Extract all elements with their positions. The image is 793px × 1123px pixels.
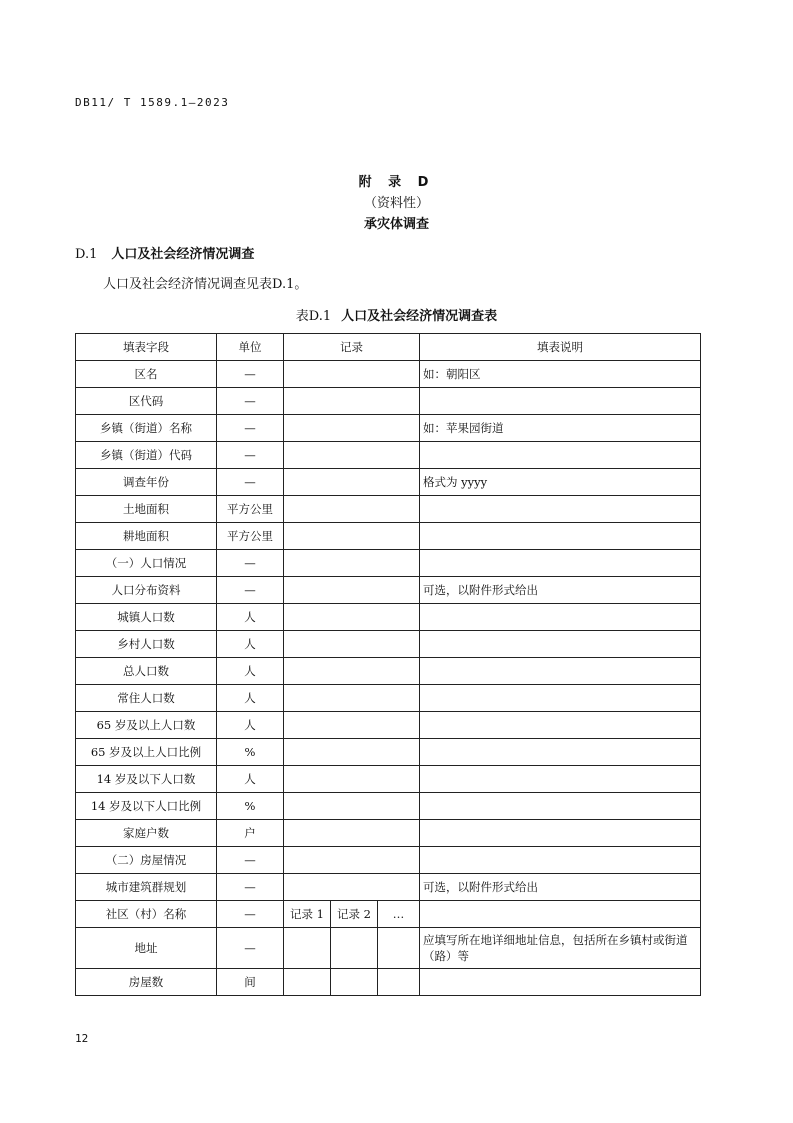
header-record: 记录 bbox=[284, 334, 420, 361]
row-field: 城市建筑群规划 bbox=[76, 874, 217, 901]
row-note: 可选，以附件形式给出 bbox=[420, 874, 701, 901]
table-row bbox=[76, 739, 701, 766]
row-unit: — bbox=[217, 847, 284, 874]
row-record bbox=[284, 820, 420, 847]
header-field: 填表字段 bbox=[76, 334, 217, 361]
row-note bbox=[420, 847, 701, 874]
row-field: 65 岁及以上人口数 bbox=[76, 712, 217, 739]
row-unit: — bbox=[217, 928, 284, 969]
row-note bbox=[420, 631, 701, 658]
table-row bbox=[76, 928, 701, 969]
appendix-name: 承灾体调查 bbox=[363, 217, 429, 232]
table-row bbox=[76, 712, 701, 739]
page-number: 12 bbox=[75, 1032, 89, 1045]
row-unit: 平方公里 bbox=[217, 523, 284, 550]
row-unit: 间 bbox=[217, 969, 284, 996]
section-heading bbox=[75, 243, 254, 262]
body-paragraph: 人口及社会经济情况调查见表D.1。 bbox=[103, 277, 308, 292]
row-unit: — bbox=[217, 550, 284, 577]
row-note: 格式为 yyyy bbox=[420, 469, 701, 496]
table-caption bbox=[0, 305, 793, 324]
row-record bbox=[284, 604, 420, 631]
row-unit: — bbox=[217, 874, 284, 901]
section-title: 人口及社会经济情况调查 bbox=[111, 247, 255, 262]
row-record bbox=[284, 550, 420, 577]
row-record bbox=[284, 415, 420, 442]
survey-table bbox=[75, 333, 701, 996]
table-row bbox=[76, 901, 701, 928]
row-record-2: 记录 2 bbox=[331, 901, 378, 928]
row-record-more bbox=[378, 969, 420, 996]
row-unit: — bbox=[217, 577, 284, 604]
row-field: 区名 bbox=[76, 361, 217, 388]
row-note bbox=[420, 901, 701, 928]
row-record-2 bbox=[331, 969, 378, 996]
row-note bbox=[420, 388, 701, 415]
row-field: 社区（村）名称 bbox=[76, 901, 217, 928]
row-field: 人口分布资料 bbox=[76, 577, 217, 604]
row-record bbox=[284, 631, 420, 658]
row-unit: 人 bbox=[217, 631, 284, 658]
row-record bbox=[284, 739, 420, 766]
table-header-row bbox=[76, 334, 701, 361]
row-unit: 人 bbox=[217, 658, 284, 685]
row-note: 应填写所在地详细地址信息，包括所在乡镇村或街道（路）等 bbox=[420, 928, 701, 969]
row-field: 常住人口数 bbox=[76, 685, 217, 712]
table-row bbox=[76, 415, 701, 442]
table-row bbox=[76, 874, 701, 901]
row-unit: — bbox=[217, 388, 284, 415]
table-row bbox=[76, 496, 701, 523]
table-row bbox=[76, 577, 701, 604]
row-note: 如：苹果园街道 bbox=[420, 415, 701, 442]
row-unit: % bbox=[217, 793, 284, 820]
row-unit: — bbox=[217, 469, 284, 496]
row-unit: 人 bbox=[217, 685, 284, 712]
row-field: 土地面积 bbox=[76, 496, 217, 523]
row-field: 14 岁及以下人口比例 bbox=[76, 793, 217, 820]
row-record-1: 记录 1 bbox=[284, 901, 331, 928]
row-record bbox=[284, 766, 420, 793]
table-row bbox=[76, 969, 701, 996]
row-unit: — bbox=[217, 361, 284, 388]
row-record bbox=[284, 685, 420, 712]
row-record-2 bbox=[331, 928, 378, 969]
row-note bbox=[420, 685, 701, 712]
row-record bbox=[284, 523, 420, 550]
table-row bbox=[76, 847, 701, 874]
appendix-type: （资料性） bbox=[363, 196, 429, 211]
table-row bbox=[76, 442, 701, 469]
row-field: 乡村人口数 bbox=[76, 631, 217, 658]
row-field: 乡镇（街道）名称 bbox=[76, 415, 217, 442]
row-field: 14 岁及以下人口数 bbox=[76, 766, 217, 793]
row-unit: 户 bbox=[217, 820, 284, 847]
row-field: 总人口数 bbox=[76, 658, 217, 685]
row-field: （二）房屋情况 bbox=[76, 847, 217, 874]
row-note: 如：朝阳区 bbox=[420, 361, 701, 388]
row-field: 城镇人口数 bbox=[76, 604, 217, 631]
table-row bbox=[76, 361, 701, 388]
row-record bbox=[284, 496, 420, 523]
table-row bbox=[76, 523, 701, 550]
row-note bbox=[420, 523, 701, 550]
section-number: D.1 bbox=[75, 247, 98, 262]
table-row bbox=[76, 793, 701, 820]
appendix-title: 附 录 D bbox=[358, 175, 435, 190]
row-record bbox=[284, 712, 420, 739]
row-unit: — bbox=[217, 442, 284, 469]
row-record-1 bbox=[284, 928, 331, 969]
row-note bbox=[420, 739, 701, 766]
row-field: 65 岁及以上人口比例 bbox=[76, 739, 217, 766]
row-field: 乡镇（街道）代码 bbox=[76, 442, 217, 469]
row-unit: 人 bbox=[217, 766, 284, 793]
row-note bbox=[420, 496, 701, 523]
row-note bbox=[420, 969, 701, 996]
table-caption-title: 人口及社会经济情况调查表 bbox=[341, 309, 498, 324]
row-unit: 人 bbox=[217, 712, 284, 739]
table-row bbox=[76, 388, 701, 415]
table-row bbox=[76, 550, 701, 577]
row-unit: — bbox=[217, 901, 284, 928]
row-record-more: … bbox=[378, 901, 420, 928]
header-note: 填表说明 bbox=[420, 334, 701, 361]
row-note bbox=[420, 712, 701, 739]
row-record bbox=[284, 874, 420, 901]
row-record bbox=[284, 442, 420, 469]
row-note bbox=[420, 793, 701, 820]
row-note bbox=[420, 442, 701, 469]
row-field: 调查年份 bbox=[76, 469, 217, 496]
row-field: 地址 bbox=[76, 928, 217, 969]
row-record bbox=[284, 361, 420, 388]
row-record bbox=[284, 793, 420, 820]
row-field: 家庭户数 bbox=[76, 820, 217, 847]
row-record bbox=[284, 847, 420, 874]
row-field: 区代码 bbox=[76, 388, 217, 415]
table-row bbox=[76, 658, 701, 685]
row-field: （一）人口情况 bbox=[76, 550, 217, 577]
row-record-1 bbox=[284, 969, 331, 996]
row-field: 房屋数 bbox=[76, 969, 217, 996]
table-row bbox=[76, 631, 701, 658]
row-record bbox=[284, 658, 420, 685]
row-note bbox=[420, 820, 701, 847]
table-row bbox=[76, 685, 701, 712]
table-row bbox=[76, 604, 701, 631]
row-record-more bbox=[378, 928, 420, 969]
row-unit: 平方公里 bbox=[217, 496, 284, 523]
header-unit: 单位 bbox=[217, 334, 284, 361]
row-record bbox=[284, 577, 420, 604]
row-note bbox=[420, 658, 701, 685]
row-record bbox=[284, 388, 420, 415]
table-row bbox=[76, 820, 701, 847]
table-row bbox=[76, 766, 701, 793]
table-caption-label: 表D.1 bbox=[295, 309, 332, 324]
row-record bbox=[284, 469, 420, 496]
row-note bbox=[420, 766, 701, 793]
document-id: DB11/ T 1589.1—2023 bbox=[75, 96, 230, 109]
row-note bbox=[420, 550, 701, 577]
row-field: 耕地面积 bbox=[76, 523, 217, 550]
row-unit: — bbox=[217, 415, 284, 442]
row-unit: 人 bbox=[217, 604, 284, 631]
row-unit: % bbox=[217, 739, 284, 766]
row-note bbox=[420, 604, 701, 631]
row-note: 可选，以附件形式给出 bbox=[420, 577, 701, 604]
table-row bbox=[76, 469, 701, 496]
